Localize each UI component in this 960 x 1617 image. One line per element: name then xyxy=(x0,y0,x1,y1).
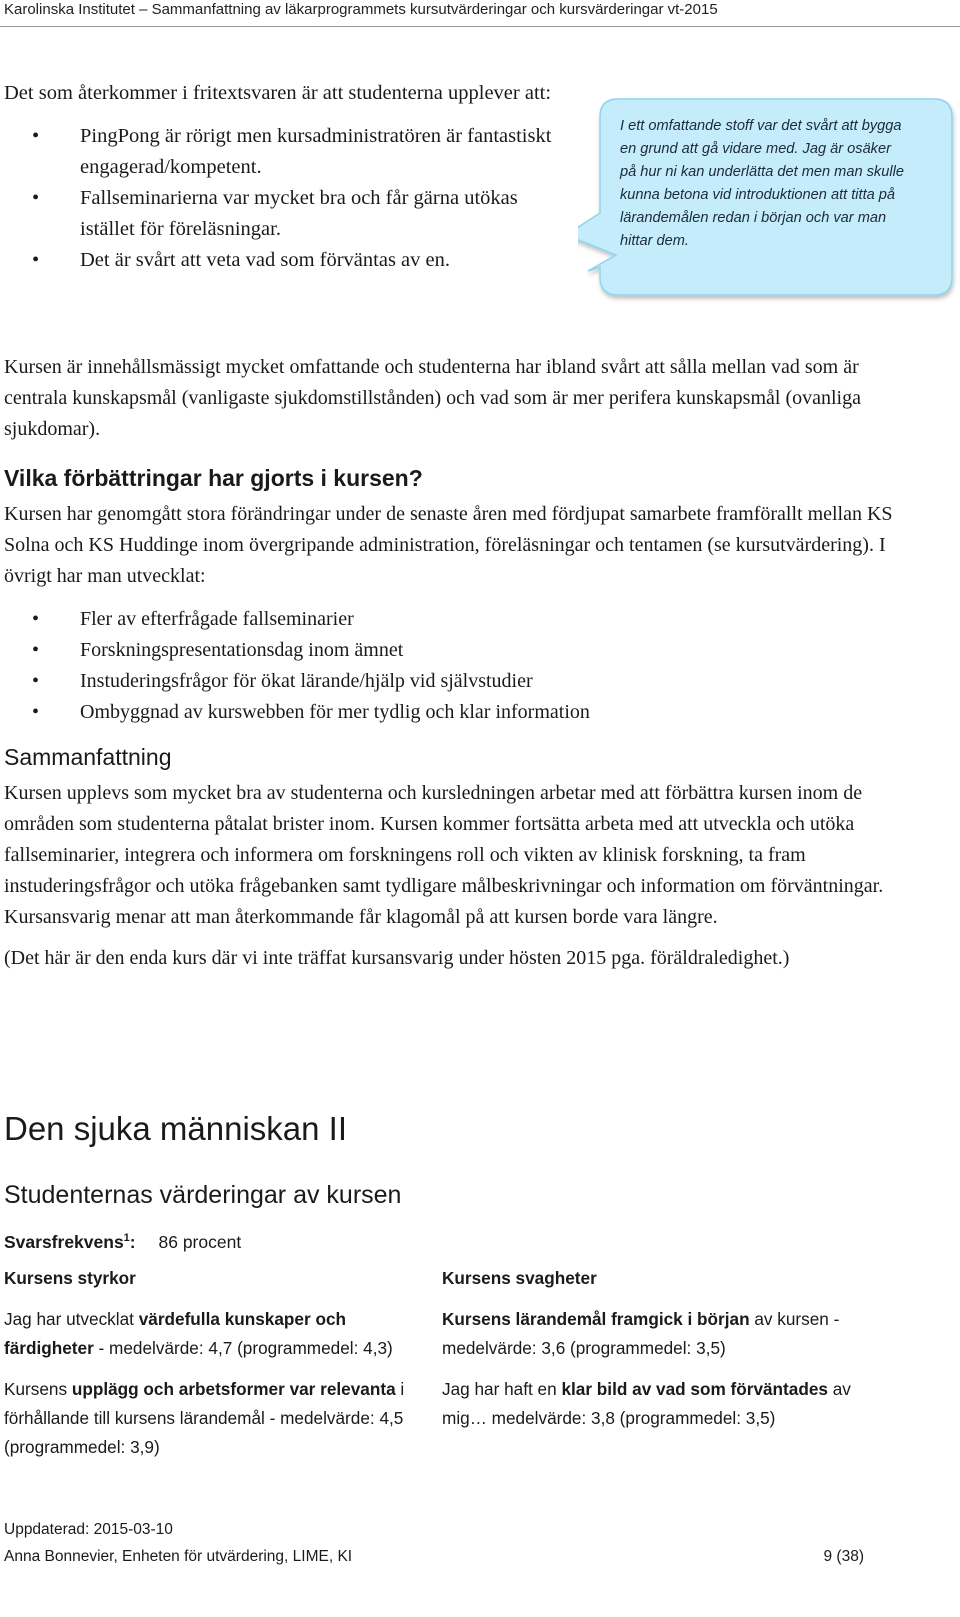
strength-item: Jag har utvecklat värdefulla kunskaper och färdigheter - medelvärde: 4,7 (programmedel: 4,3) xyxy=(4,1309,393,1358)
question-heading: Vilka förbättringar har gjorts i kursen? xyxy=(4,465,423,491)
response-rate-label: Svarsfrekvens$^1$: xyxy=(4,1231,136,1252)
weaknesses-column xyxy=(442,1264,872,1445)
response-rate xyxy=(4,1224,241,1256)
strengths-column xyxy=(4,1264,424,1474)
callout-quote-text: I ett omfattande stoff var det svårt att bygga en grund att gå vidare med. Jag är osäker på hur ni kan underlätta det men man skulle kunna betona vid introduktionen att titta på lärandemålen redan i början och var man hittar dem. xyxy=(620,118,904,249)
improvement-list xyxy=(4,604,904,728)
strength-item: Kursens upplägg och arbetsformer var relevanta i förhållande till kursens lärandemål - medelvärde: 4,5 (programmedel: 3,9) xyxy=(4,1379,405,1457)
weakness-item: Jag har haft en klar bild av vad som förväntades av mig… medelvärde: 3,8 (programmedel: 3,5) xyxy=(442,1379,851,1428)
updated-date: Uppdaterad: 2015-03-10 xyxy=(4,1521,173,1538)
page-number: 9 (38) xyxy=(823,1548,864,1565)
header-divider xyxy=(0,26,960,27)
weaknesses-heading: Kursens svagheter xyxy=(442,1268,597,1288)
list-item: • PingPong är rörigt men kursadministratören är fantastiskt engagerad/kompetent. xyxy=(4,121,564,183)
list-item: • Fler av efterfrågade fallseminarier xyxy=(4,604,904,635)
list-item: • Ombyggnad av kurswebben för mer tydlig och klar information xyxy=(4,697,904,728)
weakness-item: Kursens lärandemål framgick i början av kursen - medelvärde: 3,6 (programmedel: 3,5) xyxy=(442,1309,840,1358)
intro-lead: Det som återkommer i fritextsvaren är att studenterna upplever att: xyxy=(4,82,552,104)
running-header: Karolinska Institutet – Sammanfattning av läkarprogrammets kursutvärderingar och kursvärderingar vt-2015 xyxy=(4,1,718,18)
note-paragraph: (Det här är den enda kurs där vi inte träffat kursansvarig under hösten 2015 pga. föräldraledighet.) xyxy=(4,947,790,969)
footer-author: Anna Bonnevier, Enheten för utvärdering, LIME, KI xyxy=(4,1548,353,1565)
summary-paragraph: Kursen upplevs som mycket bra av studenterna och kursledningen arbetar med att förbättra kursen inom de områden som studenterna påtalat brister inom. Kursen kommer fortsätta arbeta med att utveckla och utöka fallseminarier, integrera och informera om forskningens roll och vikten av klinisk forskning, ta fram instuderingsfrågor och utöka frågebanken samt tydligare målbeskrivningar och information om förväntningar. Kursansvarig menar att man återkommande får klagomål på att kursen borde vara längre. xyxy=(4,782,884,928)
list-item: • Fallseminarierna var mycket bra och får gärna utökas istället för föreläsningar. xyxy=(4,183,564,245)
paragraph: Kursen har genomgått stora förändringar under de senaste åren med fördjupat samarbete framförallt mellan KS Solna och KS Huddinge inom övergripande administration, föreläsningar och tentamen (se kursutvärdering). I övrigt har man utvecklat: xyxy=(4,503,893,587)
section-subtitle: Studenternas värderingar av kursen xyxy=(4,1181,402,1209)
paragraph: Kursen är innehållsmässigt mycket omfattande och studenterna har ibland svårt att sålla mellan vad som är centrala kunskapsmål (vanligaste sjukdomstillstånden) och vad som är mer perifera kunskapsmål (ovanliga sjukdomar). xyxy=(4,356,861,440)
list-item: • Instuderingsfrågor för ökat lärande/hjälp vid självstudier xyxy=(4,666,904,697)
list-item: • Forskningspresentationsdag inom ämnet xyxy=(4,635,904,666)
list-item: • Det är svårt att veta vad som förväntas av en. xyxy=(4,245,564,276)
intro-block xyxy=(4,78,564,276)
main-body xyxy=(4,352,904,974)
quote-callout xyxy=(578,95,958,305)
page-footer xyxy=(4,1516,864,1570)
response-rate-value: 86 procent xyxy=(158,1231,242,1252)
intro-bullet-list xyxy=(4,121,564,276)
summary-heading: Sammanfattning xyxy=(4,744,172,770)
footnote-marker: 1 xyxy=(123,1232,130,1244)
strengths-heading: Kursens styrkor xyxy=(4,1268,136,1288)
section-title: Den sjuka människan II xyxy=(4,1110,348,1147)
